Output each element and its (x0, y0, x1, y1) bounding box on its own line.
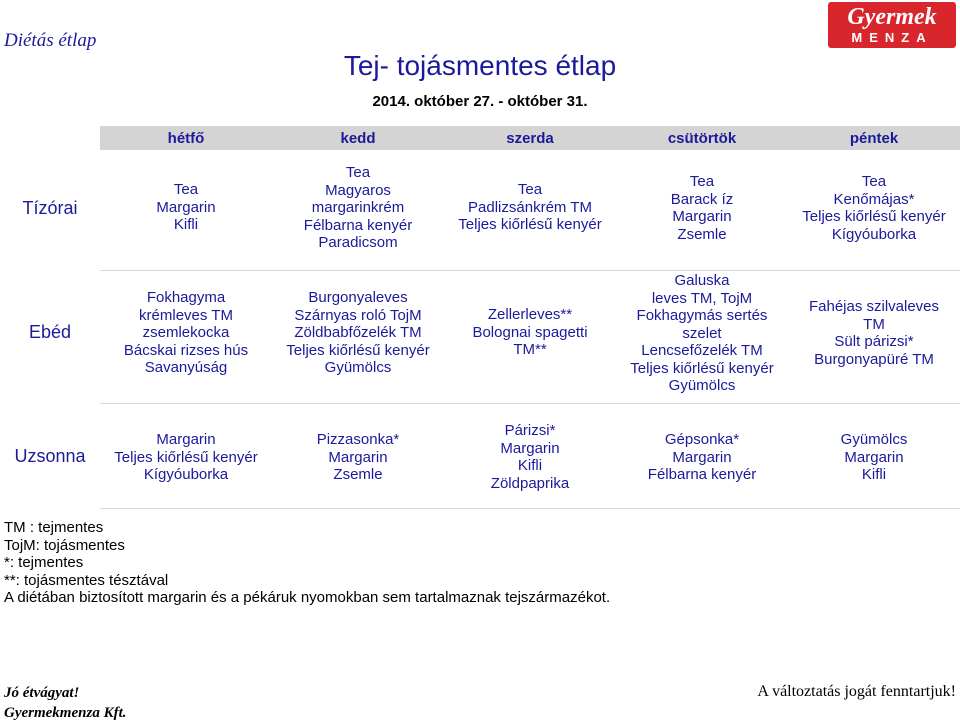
footer-left (4, 683, 126, 723)
menu-item: TM (863, 315, 885, 333)
menu-item: Tea (345, 164, 371, 181)
menu-item: Barack íz (670, 190, 734, 208)
menu-item: Félbarna kenyér (647, 466, 757, 483)
menu-item: Gépsonka* (664, 431, 740, 448)
menu-item: Teljes kiőrlésű kenyér (286, 341, 430, 359)
day-header-tuesday: kedd (340, 130, 376, 147)
menu-cell (100, 289, 272, 377)
menu-cell (788, 173, 960, 243)
menu-item: margarinkrém (311, 199, 405, 216)
menu-cell (444, 306, 616, 359)
menu-item: Bácskai rizses hús (123, 341, 249, 359)
menu-item: Galuska (674, 272, 730, 289)
menu-item: Zöldpaprika (490, 474, 570, 492)
menu-item: Margarin (156, 431, 216, 448)
date-range: 2014. október 27. - október 31. (372, 93, 588, 110)
menu-cell (788, 298, 960, 368)
menu-item: Zellerleves** (487, 306, 573, 323)
menu-item: Kifli (173, 216, 199, 233)
menu-item: Teljes kiőrlésű kenyér (114, 448, 258, 466)
menu-item: Tea (689, 173, 715, 190)
gyermek-menza-logo (828, 2, 956, 48)
logo-subtitle: MENZA (851, 30, 933, 45)
day-header-thursday: csütörtök (667, 130, 737, 147)
menu-cell (616, 173, 788, 243)
menu-item: Pizzasonka* (316, 431, 400, 448)
row-label-ebed: Ebéd (28, 322, 72, 342)
menu-item: Tea (173, 181, 199, 198)
row-divider (100, 270, 960, 271)
legend-note: A diétában biztosított margarin és a pékáruk nyomokban sem tartalmaznak tejszármazékot. (4, 589, 611, 606)
menu-item: Tea (861, 173, 887, 190)
menu-item: Kifli (517, 457, 543, 474)
menu-item: Margarin (328, 448, 388, 466)
row-divider (100, 403, 960, 404)
menu-item: Gyümölcs (840, 431, 908, 448)
menu-item: Fokhagyma (146, 289, 226, 306)
menu-item: Teljes kiőrlésű kenyér (630, 359, 774, 377)
menu-cell (444, 422, 616, 492)
menu-cell (444, 181, 616, 234)
menu-item: zsemlekocka (142, 324, 230, 341)
legend-item: TM : tejmentes (4, 519, 104, 536)
legend (4, 519, 610, 607)
menu-item: Fokhagymás sertés (636, 307, 768, 324)
diet-label: Diétás étlap (4, 30, 97, 51)
footer-company: Gyermekmenza Kft. (4, 705, 127, 721)
menu-item: Margarin (844, 448, 904, 466)
menu-cell (272, 431, 444, 484)
menu-item: Kenőmájas* (833, 190, 915, 208)
menu-item: Tea (517, 181, 543, 198)
menu-item: TM** (513, 341, 547, 358)
menu-item: Gyümölcs (324, 359, 392, 376)
day-header-monday: hétfő (167, 130, 205, 147)
menu-item: Gyümölcs (668, 377, 736, 394)
menu-item: Zsemle (677, 225, 727, 243)
menu-item: Padlizsánkrém TM (468, 198, 592, 216)
day-header-wednesday: szerda (506, 130, 554, 147)
menu-item: Szárnyas roló TojM (294, 306, 422, 324)
menu-item: szelet (682, 324, 722, 342)
legend-item: *: tejmentes (4, 554, 84, 571)
menu-cell (788, 431, 960, 484)
day-header-friday: péntek (849, 130, 899, 147)
menu-cell (100, 431, 272, 484)
menu-cell (616, 431, 788, 484)
logo-wordmark: Gyermek (847, 4, 937, 30)
menu-item: leves TM, TojM (651, 289, 753, 307)
menu-cell (272, 289, 444, 377)
menu-cell (272, 164, 444, 252)
legend-item: **: tojásmentes tésztával (4, 571, 169, 589)
menu-item: Margarin (500, 439, 560, 457)
menu-item: Bolognai spagetti (472, 323, 588, 341)
legend-item: TojM: tojásmentes (4, 536, 125, 554)
menu-item: krémleves TM (139, 306, 233, 324)
footer-disclaimer: A változtatás jogát fenntartjuk! (757, 683, 956, 700)
menu-item: Teljes kiőrlésű kenyér (802, 208, 946, 225)
menu-item: Teljes kiőrlésű kenyér (458, 216, 602, 233)
row-label-tizorai: Tízórai (22, 198, 78, 218)
menu-item: Lencsefőzelék TM (641, 342, 763, 359)
menu-item: Paradicsom (318, 234, 398, 251)
menu-item: Zöldbabfőzelék TM (294, 324, 422, 341)
menu-item: Magyaros (325, 181, 391, 199)
menu-item: Párizsi* (504, 422, 556, 439)
menu-item: Kifli (861, 466, 887, 483)
row-divider (100, 508, 960, 509)
menu-item: Fahéjas szilvaleves (808, 298, 940, 315)
menu-item: Félbarna kenyér (303, 216, 413, 234)
menu-item: Burgonyapüré TM (814, 350, 934, 368)
menu-item: Margarin (672, 448, 732, 466)
menu-item: Savanyúság (144, 359, 228, 376)
menu-item: Margarin (672, 208, 732, 225)
footer-greeting: Jó étvágyat! (4, 685, 80, 701)
menu-item: Burgonyaleves (308, 289, 408, 306)
menu-item: Zsemle (333, 466, 383, 483)
page-title: Tej- tojásmentes étlap (343, 50, 617, 81)
menu-item: Kígyóuborka (143, 466, 229, 483)
row-label-uzsonna: Uzsonna (14, 446, 86, 466)
menu-item: Kígyóuborka (831, 225, 917, 243)
menu-item: Sült párizsi* (834, 333, 914, 350)
menu-cell (100, 181, 272, 234)
menu-item: Margarin (156, 198, 216, 216)
menu-cell (616, 272, 788, 395)
